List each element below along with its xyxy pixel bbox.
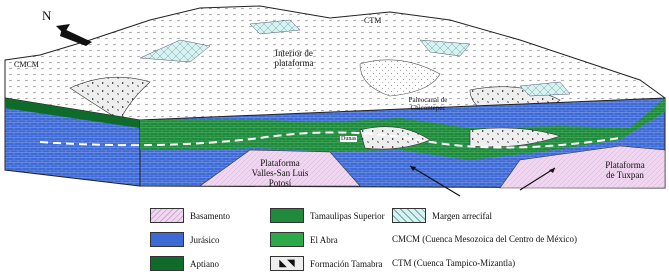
legend bbox=[0, 200, 669, 276]
paleocanal-label: Paleocanal de Chicontepec bbox=[408, 96, 448, 112]
aptiano-swatch bbox=[150, 256, 184, 271]
legend-item-basamento: Basamento bbox=[150, 208, 230, 223]
legend-item-margen: Margen arrecifal bbox=[392, 208, 492, 223]
valles-label: Plataforma Valles-San Luis Potosí bbox=[251, 158, 309, 188]
legend-item-aptiano: Aptiano bbox=[150, 256, 219, 271]
tamabra-swatch: ◣◥ bbox=[270, 256, 304, 271]
dunes-label: Dunas bbox=[341, 136, 357, 142]
note-cmcm: CMCM (Cuenca Mesozoica del Centro de México) bbox=[392, 234, 577, 244]
ctm-label: CTM bbox=[364, 16, 382, 25]
cmcm-label: CMCM bbox=[14, 60, 39, 69]
note-ctm: CTM (Cuenca Tampico-Mizantla) bbox=[392, 258, 516, 268]
jurasico-swatch bbox=[150, 232, 184, 247]
legend-item-tamaulipas: Tamaulipas Superior bbox=[270, 208, 385, 223]
el-abra-swatch bbox=[270, 232, 304, 247]
tamaulipas-swatch bbox=[270, 208, 304, 223]
legend-item-jurasico: Jurásico bbox=[150, 232, 220, 247]
legend-item-el-abra: El Abra bbox=[270, 232, 338, 247]
tuxpan-label: Plataforma de Tuxpan bbox=[605, 160, 645, 180]
interior-label: Interior de plataforma bbox=[274, 48, 314, 68]
margen-swatch bbox=[392, 208, 426, 223]
compass-label: N bbox=[42, 8, 52, 23]
basamento-swatch bbox=[150, 208, 184, 223]
legend-item-tamabra: ◣◥ Formación Tamabra bbox=[270, 256, 382, 271]
